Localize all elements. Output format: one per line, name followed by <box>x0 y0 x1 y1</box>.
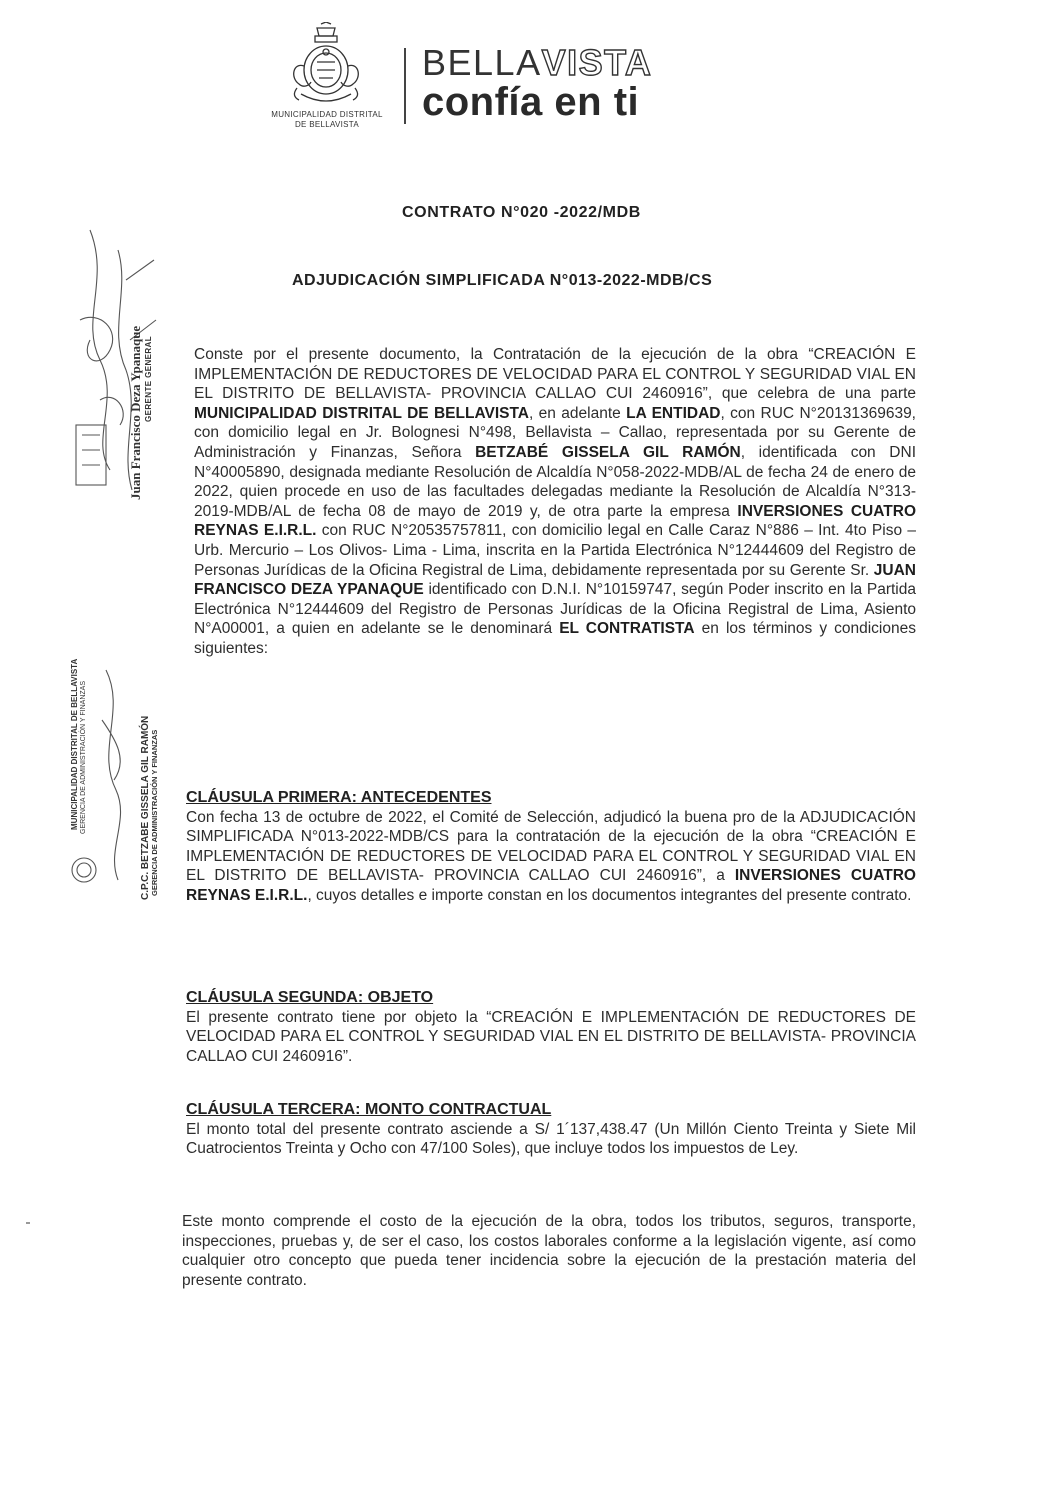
signer-2-name: C.P.C. BETZABE GISSELA GIL RAMÓN <box>140 715 151 900</box>
clause-tercera-text-2: Este monto comprende el costo de la ejecución de la obra, todos los tributos, seguros, transporte, inspecciones, pruebas y, de ser el caso, los costos laborales conforme a la legislación vigente, así como cualquier otro concepto que pueda tener incidencia sobre la ejecución de la prestación materia del presente contrato. <box>182 1213 916 1289</box>
brand-name: BELLAVISTA <box>422 42 653 83</box>
intro-paragraph: Conste por el presente documento, la Contratación de la ejecución de la obra “CREACIÓN E IMPLEMENTACIÓN DE REDUCTORES DE VELOCIDAD PARA EL CONTROL Y SEGURIDAD VIAL EN EL DISTRITO DE BELLAVISTA- PROVINCIA CALLAO CUI 2460916”, que celebra de una parte MUNICIPALIDAD DISTRITAL DE BELLAVISTA, en adelante LA ENTIDAD, con RUC N°20131369639, con domicilio legal en Jr. Bolognesi N°498, Bellavista – Callao, representada por su Gerente de Administración y Finanzas, Señora BETZABÉ GISSELA GIL RAMÓN, identificada con DNI N°40005890, designada mediante Resolución de Alcaldía N°058-2022-MDB/AL de fecha 24 de enero de 2022, quien procede en uso de las facultades delegadas mediante la Resolución de Alcaldía N°313-2019-MDB/AL de fecha 08 de mayo de 2019 y, de otra parte la empresa INVERSIONES CUATRO REYNAS E.I.R.L. con RUC N°20535757811, con domicilio legal en Calle Caraz N°886 – Int. 4to Piso – Urb. Mercurio – Los Olivos- Lima - Lima, inscrita en la Partida Electrónica N°12444609 del Registro de Personas Jurídicas de la Oficina Registral de Lima, debidamente representada por su Gerente Sr. JUAN FRANCISCO DEZA YPANAQUE identificado con D.N.I. N°10159747, según Poder inscrito en la Partida Electrónica N°12444609 del Registro de Personas Jurídicas de la Oficina Registral de Lima, Asiento N°A00001, a quien en adelante se le denominará EL CONTRATISTA en los términos y condiciones siguientes: <box>194 346 917 657</box>
seal-2-line-1: MUNICIPALIDAD DISTRITAL DE BELLAVISTA <box>70 658 79 830</box>
clause-segunda-heading: CLÁUSULA SEGUNDA: OBJETO <box>186 989 434 1006</box>
clause-tercera-heading: CLÁUSULA TERCERA: MONTO CONTRACTUAL <box>186 1101 552 1118</box>
contract-subtitle: ADJUDICACIÓN SIMPLIFICADA N°013-2022-MDB/CS <box>292 272 713 289</box>
signature-scribble-1 <box>70 220 170 510</box>
signer-1-role: GERENTE GENERAL <box>144 335 153 422</box>
clause-segunda-text: El presente contrato tiene por objeto la “CREACIÓN E IMPLEMENTACIÓN DE REDUCTORES DE VELOCIDAD PARA EL CONTROL Y SEGURIDAD VIAL EN EL DISTRITO DE BELLAVISTA- PROVINCIA CALLAO CUI 2460916”. <box>186 1008 916 1065</box>
signer-2-role: GERENCIA DE ADMINISTRACIÓN Y FINANZAS <box>150 729 159 896</box>
header-divider <box>404 48 406 124</box>
clause-primera-text: Con fecha 13 de octubre de 2022, el Comité de Selección, adjudicó la buena pro de la ADJUDICACIÓN SIMPLIFICADA N°013-2022-MDB/CS para la contratación de la ejecución de la obra “CREACIÓN E IMPLEMENTACIÓN DE REDUCTORES DE VELOCIDAD PARA EL CONTROL Y SEGURIDAD VIAL EN EL DISTRITO DE BELLAVISTA- PROVINCIA CALLAO CUI 2460916”, a INVERSIONES CUATRO REYNAS E.I.R.L., cuyos detalles e importe constan en los documentos integrantes del presente contrato. <box>186 808 916 904</box>
municipality-label: MUNICIPALIDAD DISTRITAL DE BELLAVISTA <box>271 110 383 129</box>
seal-2-line-2: GERENCIA DE ADMINISTRACIÓN Y FINANZAS <box>80 681 87 834</box>
clause-primera-heading: CLÁUSULA PRIMERA: ANTECEDENTES <box>186 789 492 806</box>
contract-title: CONTRATO N°020 -2022/MDB <box>402 204 641 221</box>
clause-tercera <box>186 1100 916 1159</box>
signer-1-name: Juan Francisco Deza Ypanaque <box>128 325 143 500</box>
brand-slogan: confía en ti <box>422 80 640 124</box>
scan-mark <box>26 1222 30 1224</box>
clause-primera <box>186 788 916 906</box>
municipal-crest-logo <box>287 22 365 112</box>
clause-segunda <box>186 988 916 1066</box>
clause-tercera-text: El monto total del presente contrato asciende a S/ 1´137,438.47 (Un Millón Ciento Treinta y Siete Mil Cuatrocientos Treinta y Ocho con 47/100 Soles), que incluye todos los impuestos de Ley. <box>186 1120 916 1158</box>
